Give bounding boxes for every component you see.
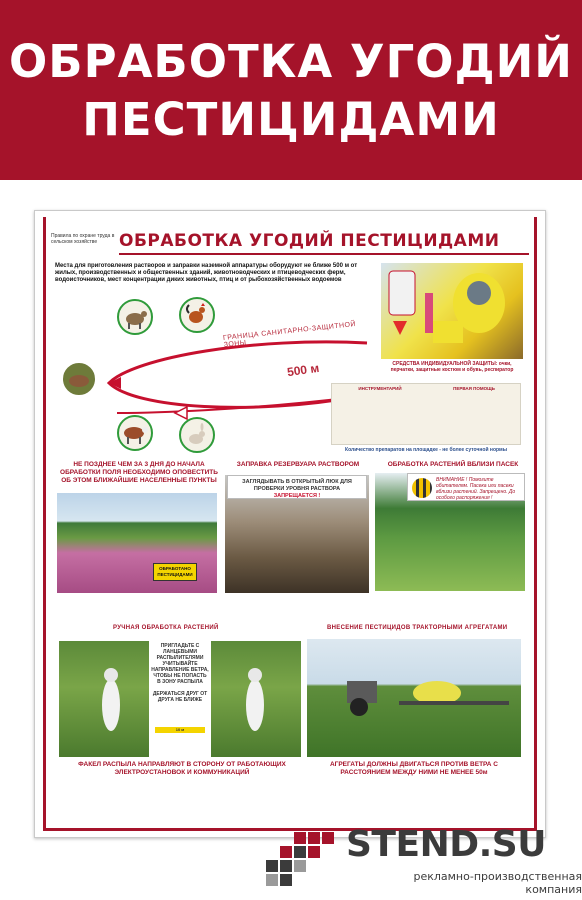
banner-title-line2: ПЕСТИЦИДАМИ [82, 93, 500, 146]
sanitary-zone-diagram [55, 297, 375, 447]
manual-keep-distance: ДЕРЖАТЬСЯ ДРУГ ОТ ДРУГА НЕ БЛИЖЕ [152, 691, 208, 703]
refuel-note-text: ЗАГЛЯДЫВАТЬ В ОТКРЫТЫЙ ЛЮК ДЛЯ ПРОВЕРКИ УРОВНЯ РАСТВОРА [242, 479, 352, 492]
poster-preview [34, 210, 546, 838]
instructions-column [334, 386, 426, 392]
first-aid-column [428, 386, 520, 392]
field-photo-icon [61, 361, 97, 397]
logo-tagline [346, 870, 582, 896]
ppe-caption: СРЕДСТВА ИНДИВИДУАЛЬНОЙ ЗАЩИТЫ: очки, перчатки, защитные костюм и обувь, респиратор [390, 361, 514, 373]
stend-logo [262, 822, 582, 900]
refuel-note-warning: ЗАПРЕЩАЕТСЯ ! [273, 493, 321, 499]
title-banner [0, 0, 582, 180]
rooster-icon [179, 297, 215, 333]
notify-head: НЕ ПОЗДНЕЕ ЧЕМ ЗА 3 ДНЯ ДО НАЧАЛА ОБРАБОТКИ ПОЛЯ НЕОБХОДИМО ОПОВЕСТИТЬ ОБ ЭТОМ БЛИЖАЙШИЕ НАСЕЛЕННЫЕ ПУНКТЫ [60, 461, 218, 484]
refuel-head: ЗАПРАВКА РЕЗЕРВУАРА РАСТВОРОМ [236, 461, 360, 468]
tractor-head: ВНЕСЕНИЕ ПЕСТИЦИДОВ ТРАКТОРНЫМИ АГРЕГАТАМИ [327, 625, 508, 631]
bee-warning-text: ВНИМАНИЕ ! Помогите обитателям. Пасека или пасеки вблизи растений. Запрещено. До особого распоряжения ! [436, 477, 516, 501]
instructions-head: ИНСТРУМЕНТАРИЙ [358, 386, 402, 391]
logo-tagline-2: компания [525, 883, 582, 896]
logo-name: STEND.SU [346, 824, 546, 865]
bee-icon [412, 478, 432, 498]
first-aid-head: ПЕРВАЯ ПОМОЩЬ [453, 386, 495, 391]
banner-title-line1: ОБРАБОТКА УГОДИЙ [9, 35, 573, 88]
tractor-caption: АГРЕГАТЫ ДОЛЖНЫ ДВИГАТЬСЯ ПРОТИВ ВЕТРА С РАССТОЯНИЕМ МЕЖДУ НИМИ НЕ МЕНЕЕ 50м [329, 761, 499, 776]
instructions-box [331, 383, 521, 445]
manual-head: РУЧНАЯ ОБРАБОТКА РАСТЕНИЙ [113, 625, 219, 631]
logo-tagline-1: рекламно-производственная [413, 870, 582, 883]
manual-middle-panel [151, 643, 209, 755]
refuel-note [227, 475, 367, 499]
bees-head: ОБРАБОТКА РАСТЕНИЙ ВБЛИЗИ ПАСЕК [387, 461, 519, 468]
manual-wind-note: ПРИГЛАДЬТЕ С ЛАНЦЕВЫМИ РАСПЫЛИТЕЛЯМИ УЧИТЫВАЙТЕ НАПРАВЛЕНИЕ ВЕТРА, ЧТОБЫ НЕ ПОПАСТЬ В ЗОНУ РАСПЫЛА [151, 643, 209, 685]
manual-distance-bar: 10 м [155, 727, 205, 733]
manual-spray-photo-left [59, 641, 149, 757]
poster-intro-text: Места для приготовления растворов и заправки наземной аппаратуры оборудуют не ближе 500 м от жилых, производственных и общественных зданий, животноводческих и птицеводческих ферм, водоисточников, мест концентрации диких животных, птиц и от рыбохозяйственных водоемов [55, 263, 358, 283]
poster-title: ОБРАБОТКА УГОДИЙ ПЕСТИЦИДАМИ [119, 231, 500, 251]
goat-icon [117, 299, 153, 335]
manual-spray-photo-right [211, 641, 301, 757]
poster-header-small: Правила по охране труда в сельском хозяйстве [51, 233, 115, 245]
pesticide-sign: ОБРАБОТАНО ПЕСТИЦИДАМИ [153, 563, 197, 581]
sanitary-zone-label: ГРАНИЦА САНИТАРНО-ЗАЩИТНОЙ ЗОНЫ [222, 321, 357, 349]
logo-grid-icon [266, 832, 336, 894]
tractor-photo [307, 639, 521, 757]
quantity-line: Количество препаратов на площадке - не более суточной нормы [345, 447, 507, 453]
distance-label: 500 м [286, 360, 321, 380]
ppe-photo [381, 263, 523, 359]
zone-arrows [55, 297, 375, 447]
rabbit-icon [179, 417, 215, 453]
cow-icon [117, 415, 153, 451]
bee-warning-note [407, 473, 525, 501]
manual-caption: ФАКЕЛ РАСПЫЛА НАПРАВЛЯЮТ В СТОРОНУ ОТ РАБОТАЮЩИХ ЭЛЕКТРОУСТАНОВОК И КОММУНИКАЦИЙ [78, 761, 286, 776]
poster-title-rule [119, 253, 529, 255]
